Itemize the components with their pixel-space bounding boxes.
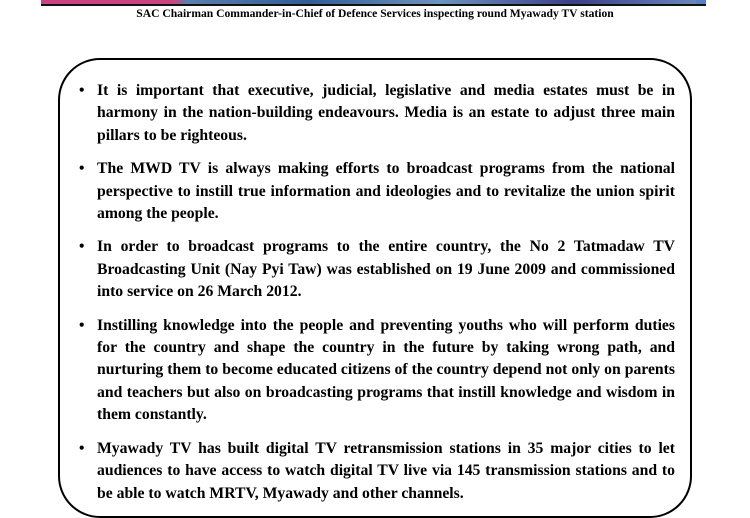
photo-right-portion xyxy=(696,0,706,4)
bullet-text: In order to broadcast programs to the entire country, the No 2 Tatmadaw TV Broadcasting Unit (Nay Pyi Taw) was established on 19 June 2009 and commissioned into service on 26 March 2012. xyxy=(97,238,675,301)
bullet-dot-icon: • xyxy=(79,238,85,256)
bullet-dot-icon: • xyxy=(79,160,85,178)
photo-caption: SAC Chairman Commander-in-Chief of Defence Services inspecting round Myawady TV station xyxy=(136,7,614,20)
bullet-item xyxy=(0,236,750,303)
bullet-item xyxy=(0,158,750,225)
photo-left-portion xyxy=(41,0,171,4)
bullet-dot-icon: • xyxy=(79,439,85,457)
bullet-dot-icon: • xyxy=(79,316,85,334)
bullet-dot-icon: • xyxy=(79,82,85,99)
news-photo xyxy=(41,0,706,6)
bullet-text: The MWD TV is always making efforts to broadcast programs from the national perspective to instill true information and ideologies and to revitalize the union spirit among the people. xyxy=(97,160,675,223)
bullet-item xyxy=(0,438,750,505)
bullet-item xyxy=(0,315,750,427)
bullet-list xyxy=(0,80,750,516)
bullet-text: Myawady TV has built digital TV retransmission stations in 35 major cities to let audiences to have access to watch digital TV live via 145 transmission stations and to be able to watch MRTV, Myawady and other channels. xyxy=(97,439,675,502)
bullet-text: Instilling knowledge into the people and preventing youths who will perform duties for the country and shape the country in the future by taking wrong path, and nurturing them to become educated citizens of the country depend not only on parents and teachers but also on broadcasting programs that instill knowledge and wisdom in them constantly. xyxy=(97,316,675,424)
bullet-text: It is important that executive, judicial, legislative and media estates must be in harmony in the nation-building endeavours. Media is an estate to adjust three main pillars to be righteous. xyxy=(97,82,675,144)
bullet-item xyxy=(0,80,750,147)
